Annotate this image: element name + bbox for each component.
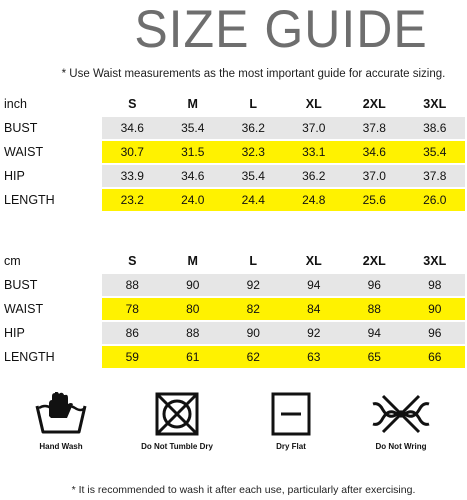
table-cell: 24.4 xyxy=(241,193,265,207)
table-row-hip xyxy=(2,165,465,187)
hand-wash-icon xyxy=(33,392,89,436)
table-cell: 26.0 xyxy=(423,193,447,207)
table-cell: 30.7 xyxy=(120,145,144,159)
table-cell: 34.6 xyxy=(181,169,205,183)
table-cell: 59 xyxy=(125,350,139,364)
table-cell: 35.4 xyxy=(241,169,265,183)
row-label: HIP xyxy=(4,169,25,183)
care-label: Dry Flat xyxy=(276,442,306,451)
inch-size-table xyxy=(2,93,465,213)
row-label: WAIST xyxy=(4,145,44,159)
table-cell: 35.4 xyxy=(181,121,205,135)
sizing-note: * Use Waist measurements as the most important guide for accurate sizing. xyxy=(61,68,446,80)
row-label: BUST xyxy=(4,278,38,292)
table-cell: 66 xyxy=(428,350,442,364)
size-header: XL xyxy=(305,254,322,268)
care-item-hand-wash xyxy=(6,392,116,451)
table-row-hip xyxy=(2,322,465,344)
table-row-length xyxy=(2,189,465,211)
dry-flat-icon xyxy=(267,392,315,436)
table-cell: 37.0 xyxy=(362,169,386,183)
table-cell: 65 xyxy=(367,350,381,364)
table-cell: 35.4 xyxy=(423,145,447,159)
table-cell: 33.1 xyxy=(302,145,326,159)
row-label: HIP xyxy=(4,326,25,340)
table-cell: 61 xyxy=(186,350,200,364)
row-label: BUST xyxy=(4,121,38,135)
size-header: 2XL xyxy=(362,97,386,111)
care-item-do-not-wring xyxy=(346,392,456,451)
table-cell: 33.9 xyxy=(120,169,144,183)
table-cell: 96 xyxy=(367,278,381,292)
do-not-tumble-dry-icon xyxy=(153,392,201,436)
size-header: M xyxy=(187,254,198,268)
table-cell: 90 xyxy=(246,326,260,340)
table-cell: 96 xyxy=(428,326,442,340)
table-row-length xyxy=(2,346,465,368)
size-header: S xyxy=(128,97,137,111)
table-cell: 86 xyxy=(125,326,139,340)
table-row-waist xyxy=(2,141,465,163)
table-cell: 36.2 xyxy=(302,169,326,183)
size-header: XL xyxy=(305,97,322,111)
do-not-wring-icon xyxy=(369,392,433,436)
size-header: 2XL xyxy=(362,254,386,268)
table-row-bust xyxy=(2,117,465,139)
table-cell: 38.6 xyxy=(423,121,447,135)
size-header: 3XL xyxy=(423,97,447,111)
page-title: SIZE GUIDE xyxy=(134,0,428,59)
table-cell: 88 xyxy=(186,326,200,340)
table-cell: 23.2 xyxy=(120,193,144,207)
table-row-bust xyxy=(2,274,465,296)
table-cell: 88 xyxy=(367,302,381,316)
table-cell: 37.0 xyxy=(302,121,326,135)
unit-label: inch xyxy=(4,97,27,111)
table-cell: 82 xyxy=(246,302,260,316)
unit-label: cm xyxy=(4,254,21,268)
table-cell: 63 xyxy=(307,350,321,364)
table-cell: 34.6 xyxy=(120,121,144,135)
table-cell: 80 xyxy=(186,302,200,316)
table-cell: 84 xyxy=(307,302,321,316)
table-cell: 90 xyxy=(428,302,442,316)
table-cell: 37.8 xyxy=(362,121,386,135)
table-cell: 37.8 xyxy=(423,169,447,183)
care-label: Hand Wash xyxy=(39,442,83,451)
row-label: LENGTH xyxy=(4,350,55,364)
size-header: L xyxy=(249,254,258,268)
table-cell: 88 xyxy=(125,278,139,292)
table-cell: 34.6 xyxy=(362,145,386,159)
table-row-waist xyxy=(2,298,465,320)
size-header: L xyxy=(249,97,258,111)
row-label: WAIST xyxy=(4,302,44,316)
care-item-dry-flat xyxy=(236,392,346,451)
table-cell: 78 xyxy=(125,302,139,316)
table-cell: 92 xyxy=(246,278,260,292)
table-cell: 62 xyxy=(246,350,260,364)
table-cell: 24.8 xyxy=(302,193,326,207)
table-cell: 90 xyxy=(186,278,200,292)
size-header: M xyxy=(187,97,198,111)
table-header-row xyxy=(2,93,465,115)
row-label: LENGTH xyxy=(4,193,55,207)
table-cell: 24.0 xyxy=(181,193,205,207)
care-item-do-not-tumble-dry xyxy=(122,392,232,451)
table-cell: 98 xyxy=(428,278,442,292)
table-cell: 25.6 xyxy=(362,193,386,207)
table-cell: 94 xyxy=(367,326,381,340)
care-label: Do Not Wring xyxy=(375,442,427,451)
table-cell: 32.3 xyxy=(241,145,265,159)
table-cell: 31.5 xyxy=(181,145,205,159)
care-label: Do Not Tumble Dry xyxy=(141,442,213,451)
washing-note: * It is recommended to wash it after each use, particularly after exercising. xyxy=(71,484,416,496)
table-header-row xyxy=(2,250,465,272)
table-cell: 92 xyxy=(307,326,321,340)
size-header: 3XL xyxy=(423,254,447,268)
table-cell: 36.2 xyxy=(241,121,265,135)
care-instructions xyxy=(0,392,467,462)
size-header: S xyxy=(128,254,137,268)
table-cell: 94 xyxy=(307,278,321,292)
cm-size-table xyxy=(2,250,465,370)
